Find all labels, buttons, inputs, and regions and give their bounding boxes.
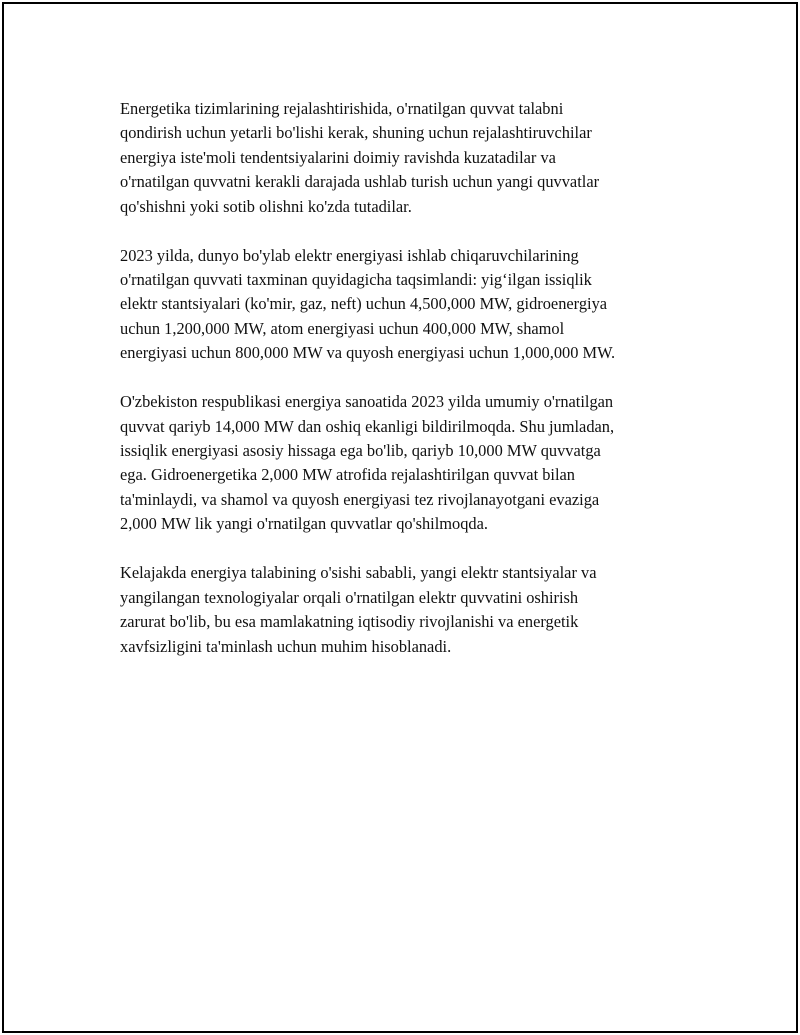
paragraph-1: Energetika tizimlarining rejalashtirishida, o'rnatilgan quvvat talabni qondirish uchun yetarli bo'lishi kerak, shuning uchun rejalashtiruvchilar energiya iste'moli tendentsiyalarini doimiy ravishda kuzatadilar va o'rnatilgan quvvatni kerakli darajada ushlab turish uchun yangi quvvatlar qo'shishni yoki sotib olishni ko'zda tutadilar. xyxy=(120,99,600,216)
page-frame xyxy=(2,2,798,1033)
paragraph-3: O'zbekiston respublikasi energiya sanoatida 2023 yilda umumiy o'rnatilgan quvvat qariyb 14,000 MW dan oshiq ekanligi bildirilmoqda. Shu jumladan, issiqlik energiyasi asosiy hissaga ega bo'lib, qariyb 10,000 MW quvvatga ega. Gidroenergetika 2,000 MW atrofida rejalashtirilgan quvvat bilan ta'minlaydi, va shamol va quyosh energiyasi tez rivojlanayotgani evaziga 2,000 MW lik yangi o'rnatilgan quvvatlar qo'shilmoqda. xyxy=(120,392,615,534)
paragraph-2: 2023 yilda, dunyo bo'ylab elektr energiyasi ishlab chiqaruvchilarining o'rnatilgan quvvati taxminan quyidagicha taqsimlandi: yig‘ilgan issiqlik elektr stantsiyalari (ko'mir, gaz, neft) uchun 4,500,000 MW, gidroenergiya uchun 1,200,000 MW, atom energiyasi uchun 400,000 MW, shamol energiyasi uchun 800,000 MW va quyosh energiyasi uchun 1,000,000 MW. xyxy=(120,245,616,363)
document-body xyxy=(120,97,690,684)
paragraph-4: Kelajakda energiya talabining o'sishi sababli, yangi elektr stantsiyalar va yangilangan texnologiyalar orqali o'rnatilgan elektr quvvatini oshirish zarurat bo'lib, bu esa mamlakatning iqtisodiy rivojlanishi va energetik xavfsizligini ta'minlash uchun muhim hisoblanadi. xyxy=(120,563,597,656)
